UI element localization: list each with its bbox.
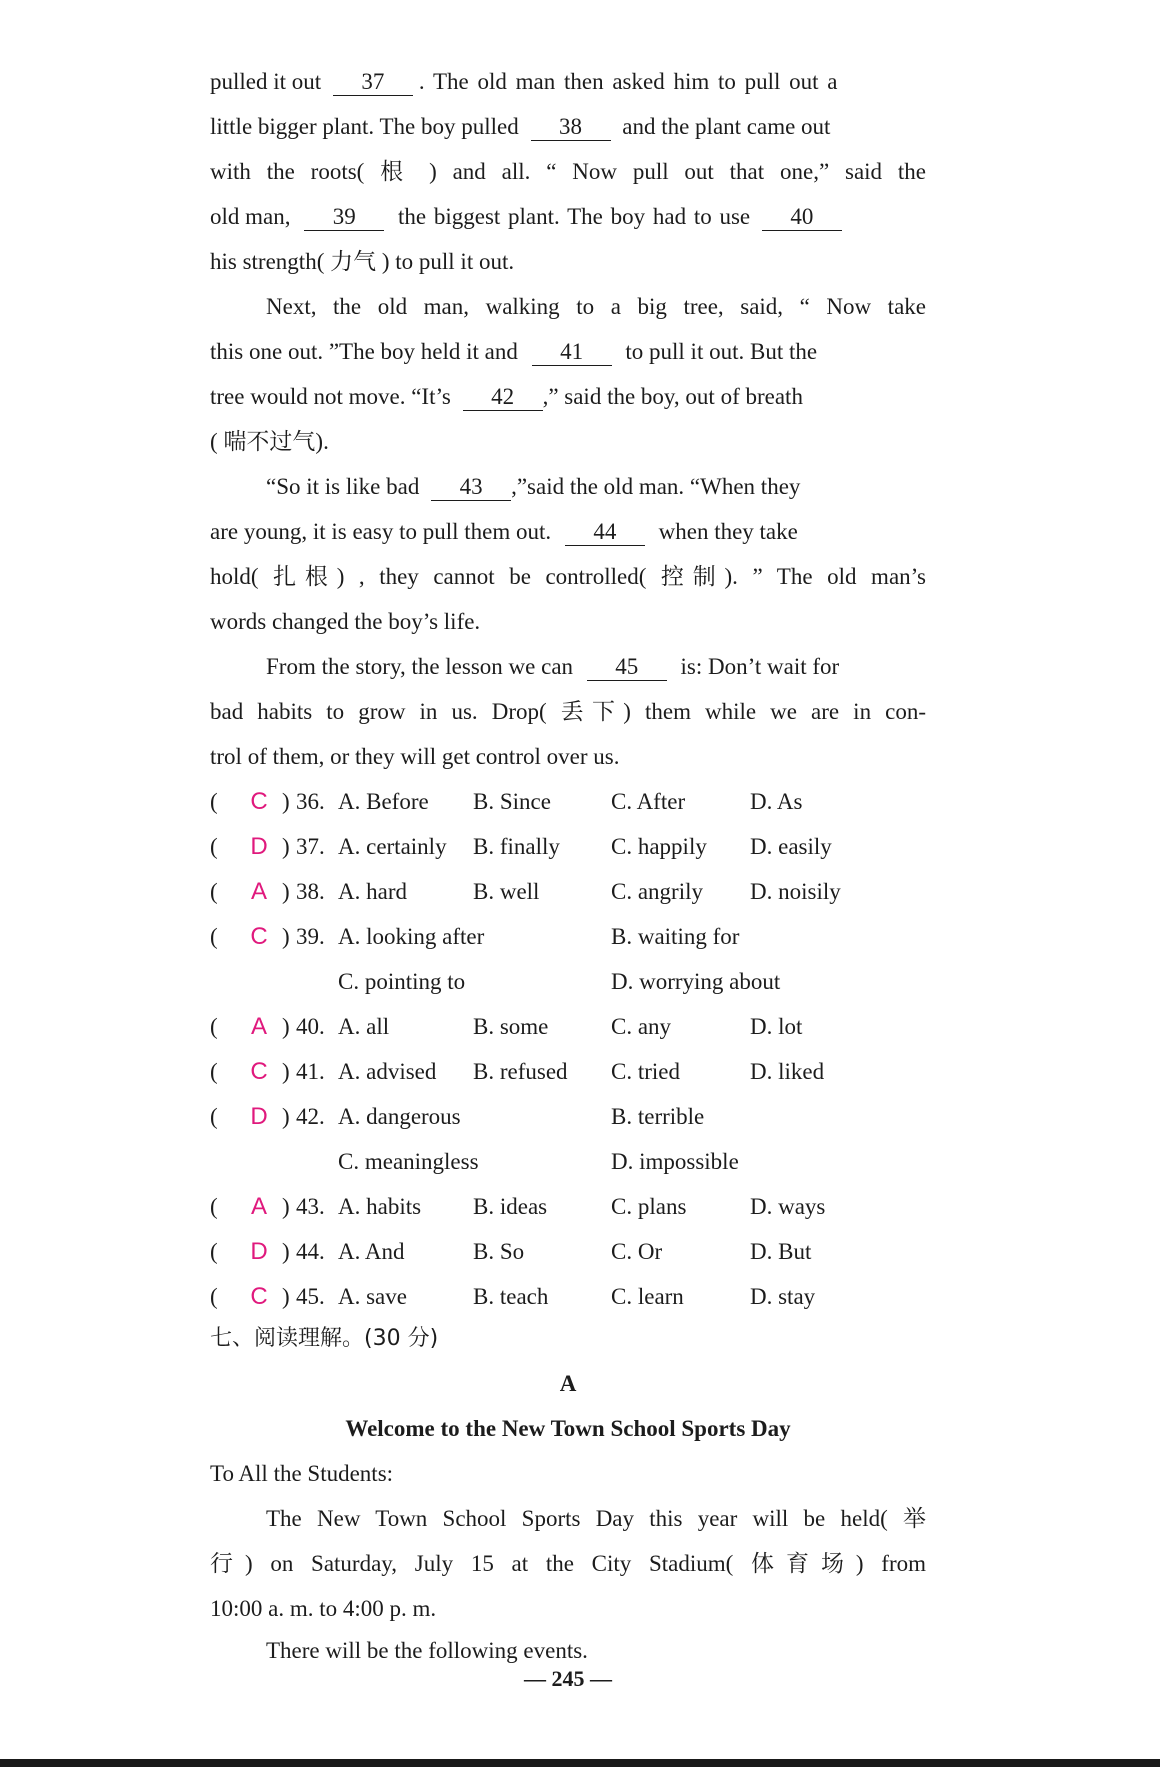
option-d: D. noisily [750, 879, 841, 904]
passage-line: little bigger plant. The boy pulled 38 and the plant came out [210, 114, 831, 139]
blank-44: 44 [565, 519, 645, 546]
answer-mark: A [250, 878, 267, 905]
paragraph-line: 10:00 a. m. to 4:00 p. m. [210, 1596, 437, 1621]
answer-mark: D [250, 1238, 268, 1265]
part-label: A [559, 1371, 577, 1396]
option-b: B. terrible [611, 1104, 705, 1129]
option-b: B. So [473, 1239, 525, 1264]
article-title: Welcome to the New Town School Sports Day [345, 1416, 791, 1441]
blank-42: 42 [463, 384, 543, 411]
option-b: B. refused [473, 1059, 568, 1084]
option-d: D. stay [750, 1284, 816, 1309]
option-c: C. any [611, 1014, 672, 1039]
option-c: C. Or [611, 1239, 663, 1264]
paragraph-line: There will be the following events. [266, 1638, 588, 1663]
passage-line: this one out. ”The boy held it and 41 to pull it out. But the [210, 339, 818, 364]
option-c: C. plans [611, 1194, 687, 1219]
option-b: B. teach [473, 1284, 549, 1309]
passage-line: trol of them, or they will get control over us. [210, 744, 620, 769]
greeting: To All the Students: [210, 1461, 394, 1486]
paragraph-line: The New Town School Sports Day this year will be held( 举 [266, 1506, 926, 1531]
option-d: D. liked [750, 1059, 825, 1084]
answer-mark: A [250, 1013, 267, 1040]
answer-mark: C [250, 1283, 268, 1310]
option-d: D. lot [750, 1014, 803, 1039]
question-45: ( C ) 45. A. save B. teach C. learn D. stay [0, 1274, 1160, 1319]
option-d: D. ways [750, 1194, 826, 1219]
option-c: C. happily [611, 834, 707, 859]
section-heading: 七、阅读理解。(30 分) [210, 1326, 439, 1351]
option-a: A. dangerous [338, 1104, 461, 1129]
question-39-cont [0, 959, 1160, 1004]
option-a: A. habits [338, 1194, 422, 1219]
option-c: C. tried [611, 1059, 680, 1084]
passage-line: words changed the boy’s life. [210, 609, 481, 634]
option-b: B. well [473, 879, 540, 904]
passage-line: Next, the old man, walking to a big tree, said, “ Now take [266, 294, 926, 319]
passage-line: bad habits to grow in us. Drop( 丢下) them while we are in con- [210, 699, 926, 724]
page-number: — 245 — [524, 1666, 612, 1691]
option-c: C. meaningless [338, 1149, 479, 1174]
passage-line: his strength( 力气 ) to pull it out. [210, 249, 515, 274]
question-42-cont [0, 1139, 1160, 1184]
option-b: B. ideas [473, 1194, 548, 1219]
question-41: ( C ) 41. A. advised B. refused C. tried D. liked [0, 1049, 1160, 1094]
option-d: D. impossible [611, 1149, 739, 1174]
option-a: A. looking after [338, 924, 485, 949]
blank-37: 37 [333, 69, 413, 96]
answer-mark: C [250, 923, 268, 950]
question-38: ( A ) 38. A. hard B. well C. angrily D. noisily [0, 869, 1160, 914]
paragraph-line: 行) on Saturday, July 15 at the City Stadium( 体育场) from [210, 1551, 926, 1576]
question-40: ( A ) 40. A. all B. some C. any D. lot [0, 1004, 1160, 1049]
passage-line: are young, it is easy to pull them out. 44 when they take [210, 519, 798, 544]
blank-45: 45 [587, 654, 667, 681]
option-c: C. learn [611, 1284, 684, 1309]
blank-38: 38 [531, 114, 611, 141]
option-d: D. easily [750, 834, 832, 859]
passage-line: old man, 39 the biggest plant. The boy had to use 40 [210, 194, 926, 239]
blank-41: 41 [532, 339, 612, 366]
option-d: D. But [750, 1239, 812, 1264]
passage-line: ( 喘不过气). [210, 429, 329, 454]
question-39: ( C ) 39. A. looking after B. waiting for [0, 914, 1160, 959]
scan-edge [0, 1759, 1160, 1767]
question-36: ( C ) 36. A. Before B. Since C. After D. As [0, 779, 1160, 824]
question-42: ( D ) 42. A. dangerous B. terrible [0, 1094, 1160, 1139]
option-a: A. certainly [338, 834, 447, 859]
passage-line: hold( 扎根) , they cannot be controlled( 控制). ” The old man’s [210, 564, 926, 589]
option-c: C. After [611, 789, 686, 814]
blank-39: 39 [304, 204, 384, 231]
answer-mark: D [250, 833, 268, 860]
option-a: A. And [338, 1239, 405, 1264]
option-c: C. angrily [611, 879, 703, 904]
option-a: A. save [338, 1284, 407, 1309]
option-a: A. all [338, 1014, 390, 1039]
answer-mark: C [250, 1058, 268, 1085]
answer-mark: D [250, 1103, 268, 1130]
option-b: B. finally [473, 834, 560, 859]
option-b: B. some [473, 1014, 549, 1039]
option-a: A. hard [338, 879, 407, 904]
option-a: A. Before [338, 789, 429, 814]
option-d: D. As [750, 789, 803, 814]
passage-line: “So it is like bad 43 ,”said the old man. “When they [266, 474, 801, 499]
option-a: A. advised [338, 1059, 437, 1084]
question-43: ( A ) 43. A. habits B. ideas C. plans D. ways [0, 1184, 1160, 1229]
blank-40: 40 [762, 204, 842, 231]
question-37: ( D ) 37. A. certainly B. finally C. happily D. easily [0, 824, 1160, 869]
passage-line: with the roots( 根 ) and all. “ Now pull out that one,” said the [210, 159, 926, 184]
option-d: D. worrying about [611, 969, 781, 994]
passage-line: pulled it out 37 . The old man then asked him to pull out a [210, 69, 838, 94]
passage-line: From the story, the lesson we can 45 is: Don’t wait for [266, 654, 840, 679]
option-b: B. Since [473, 789, 551, 814]
answer-mark: C [250, 788, 268, 815]
answer-mark: A [250, 1193, 267, 1220]
passage-line: tree would not move. “It’s 42 ,” said the boy, out of breath [210, 384, 803, 409]
blank-43: 43 [431, 474, 511, 501]
question-44: ( D ) 44. A. And B. So C. Or D. But [0, 1229, 1160, 1274]
option-b: B. waiting for [611, 924, 740, 949]
option-c: C. pointing to [338, 969, 466, 994]
